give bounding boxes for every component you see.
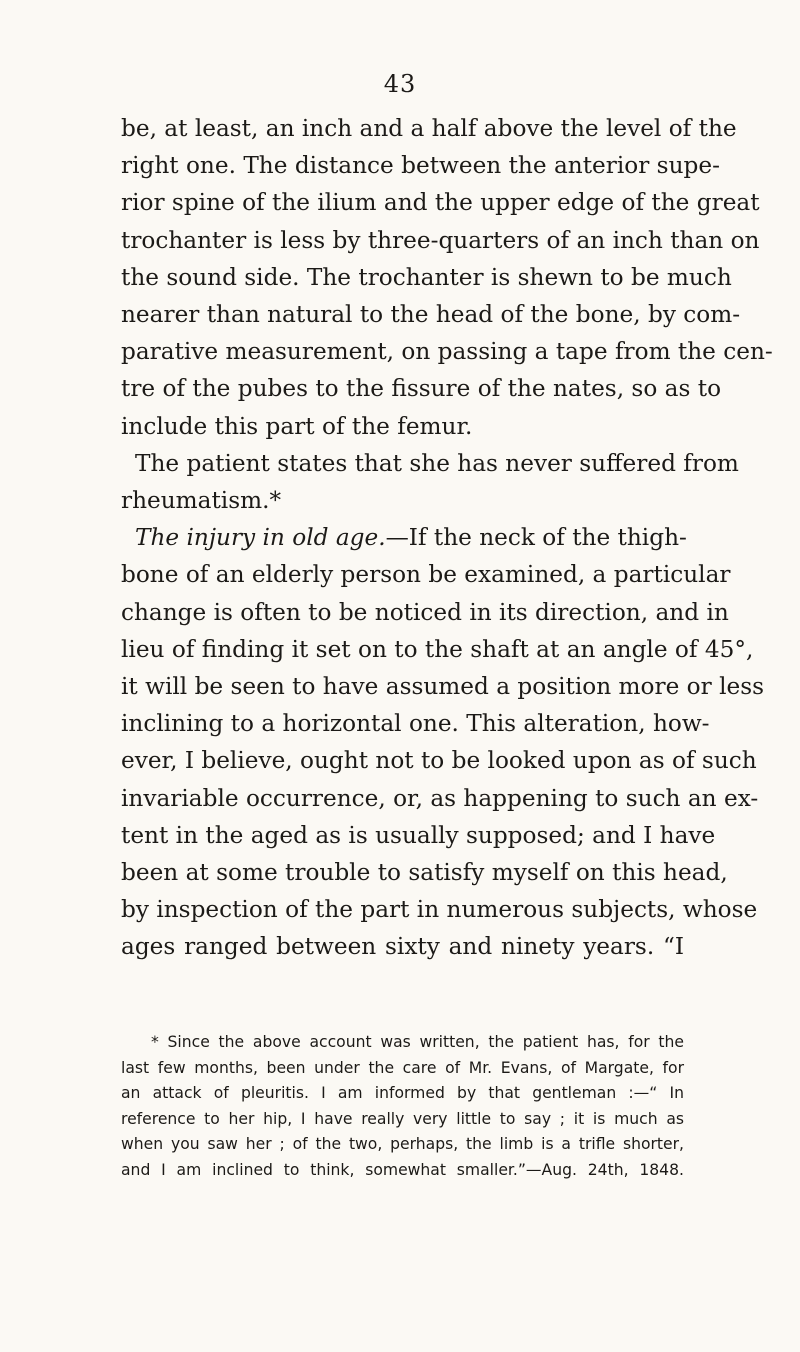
body-line: be, at least, an inch and a half above the level of the <box>121 115 737 142</box>
footnote-line: an attack of pleuritis. I am informed by that gentleman :—“ In <box>121 1084 684 1103</box>
section-line: invariable occurrence, or, as happening to such an ex- <box>121 784 759 812</box>
page-number: 43 <box>383 70 417 98</box>
footnote-line: when you saw her ; of the two, perhaps, the limb is a trifle shorter, <box>121 1135 684 1154</box>
section-line: bone of an elderly person be examined, a particular <box>121 561 731 589</box>
footnote-line: reference to her hip, I have really very little to say ; it is much as <box>121 1109 684 1128</box>
body-line: trochanter is less by three-quarters of an inch than on <box>121 226 760 254</box>
footnote-line: last few months, been under the care of Mr. Evans, of Margate, for <box>121 1058 684 1077</box>
section-line: ages ranged between sixty and ninety years. “I <box>121 933 684 961</box>
body-line: right one. The distance between the anterior supe- <box>121 152 720 180</box>
body-line: include this part of the femur. <box>121 412 473 440</box>
section-line: ever, I believe, ought not to be looked upon as of such <box>121 747 757 775</box>
section-line: it will be seen to have assumed a position more or less <box>121 673 765 701</box>
footnote-line: * Since the above account was written, the patient has, for the <box>151 1033 684 1051</box>
section-line-text: —If the neck of the thigh- <box>385 524 687 552</box>
footnote <box>121 1030 684 1184</box>
section-line: by inspection of the part in numerous subjects, whose <box>121 896 758 924</box>
body-text <box>121 110 773 966</box>
body-line: nearer than natural to the head of the bone, by com- <box>121 301 741 329</box>
body-line: the sound side. The trochanter is shewn to be much <box>121 263 732 291</box>
body-line: parative measurement, on passing a tape from the cen- <box>121 338 773 366</box>
footnote-line: and I am inclined to think, somewhat smaller.”—Aug. 24th, 1848. <box>121 1160 684 1179</box>
section-line: tent in the aged as is usually supposed; and I have <box>121 821 716 849</box>
body-line: rior spine of the ilium and the upper edge of the great <box>121 189 760 217</box>
section-line: lieu of finding it set on to the shaft at an angle of 45°, <box>121 635 754 663</box>
section-line: change is often to be noticed in its direction, and in <box>121 598 729 626</box>
section-line: inclining to a horizontal one. This alteration, how- <box>121 710 710 738</box>
section-first-line <box>121 519 687 556</box>
body-line: tre of the pubes to the fissure of the nates, so as to <box>121 375 722 403</box>
section-line: been at some trouble to satisfy myself on this head, <box>121 859 728 887</box>
body-line: rheumatism.* <box>121 487 282 515</box>
body-line: The patient states that she has never suffered from <box>135 449 739 477</box>
section-heading: The injury in old age. <box>135 524 386 552</box>
